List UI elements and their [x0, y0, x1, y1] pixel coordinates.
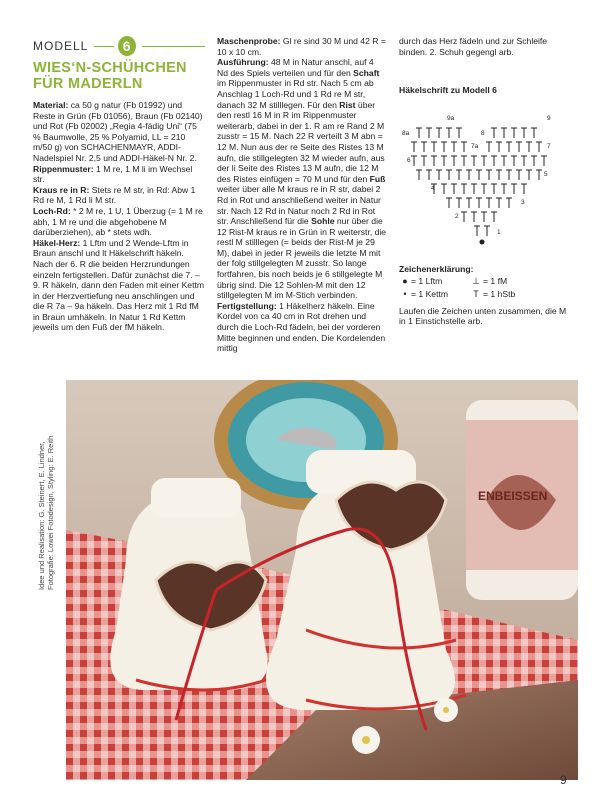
haekel-paragraph — [33, 238, 205, 333]
fertigstellung-paragraph — [217, 301, 387, 354]
ausf-text-3: über den restl 16 M in R im Rippenmuster weiterarb, dabei in der 1. R am re Rand 2 M zusstr = 15 M. Nach 22 R verteilt 3 M abn = 12 M. Nun aus der re Seite des Ristes 13 M aufn, die stillgelegten 32 M wieder aufn, aus der li Seite des Ristes 13 M aufn, die 12 M des Ristes einfügen = 70 M und für den — [217, 99, 385, 184]
material-text: ca 50 g natur (Fb 01992) und Reste in Grün (Fb 01056), Braun (Fb 02140) und Rot (Fb 02002) „Regia 4-fädig Uni“ (75 % Baumwolle, 25 % Polyamid, LL = 210 m/50 g) von SCHACHENMAYR, ADDI-Nadelspiel Nr. 2,5 und ADDI-Häkel-N Nr. 2. — [33, 100, 203, 163]
row-label-7: 7 — [547, 142, 551, 150]
ausfuehrung-paragraph — [217, 57, 387, 301]
rippen-text: 1 M re, 1 M li im Wechsel str. — [33, 163, 193, 185]
photo-credit — [37, 436, 55, 590]
page-number: 9 — [560, 773, 567, 787]
fuss-label: Fuß — [369, 173, 386, 184]
rippen-paragraph — [33, 164, 205, 185]
kraus-paragraph — [33, 185, 205, 206]
diagram-title: Häkelschrift zu Modell 6 — [399, 85, 497, 96]
half-double-icon: T — [473, 288, 479, 299]
legend-single: = 1 fM — [483, 276, 508, 287]
haekel-label: Häkel-Herz: — [33, 237, 81, 248]
legend — [399, 276, 571, 299]
fertigstellung-text: 1 Häkelherz häkeln. Eine Kordel von ca 40 cm in Rot drehen und durch die Loch-Rd fädeln, bei der vorderen Mitte beginnen und enden. Die Kordelenden mittig — [217, 300, 386, 354]
modell-label: MODELL — [33, 38, 89, 53]
crochet-heart-diagram — [399, 110, 559, 260]
legend-chain: = 1 Lftm — [411, 276, 443, 287]
row-label-1: 1 — [497, 228, 501, 236]
page-title — [33, 60, 205, 92]
ausf-text-5: nur über die 12 Rist-M kraus re in Grün in R weiterstr, die restl M stilllegen (= beids der Rist-M je 29 M), dabei in jeder R jeweils die letzte M mit der folg stillgelegten M zusstr. So lange fortfahren, bis noch beids je 6 stillgelegte M übrig sind. Die 12 Sohlen-M mit den 12 stillgelegten M im M-Stich verbinden. — [217, 216, 387, 301]
header-rule-right — [142, 46, 205, 47]
column-2 — [217, 36, 387, 354]
lochrd-paragraph — [33, 206, 205, 238]
title-line-2: FÜR MADERLN — [33, 76, 143, 92]
column-3 — [399, 36, 571, 327]
ausf-text-4: weiter über alle M kraus re in R str, dabei 2 Rd in Rot und anschließend weiter in Natur str. Nach 12 Rd in Natur noch 2 Rd in Rot str. Anschließend für die — [217, 184, 381, 227]
row-label-9a: 9a — [447, 114, 455, 122]
row-label-8: 8 — [481, 129, 485, 137]
sohle-label: Sohle — [311, 216, 335, 227]
column-1 — [33, 36, 205, 333]
chain-stitch-icon: ● — [402, 276, 408, 287]
fertigstellung-label: Fertigstellung: — [217, 300, 277, 311]
legend-note: Laufen die Zeichen unten zusammen, die M in 1 Einstichstelle arb. — [399, 305, 567, 327]
material-label: Material: — [33, 100, 69, 110]
row-label-6: 6 — [407, 156, 411, 164]
row-label-2: 2 — [455, 212, 459, 220]
kraus-text: Stets re M str, in Rd: Abw 1 Rd re M, 1 Rd li M str. — [33, 184, 196, 206]
haekel-text: 1 Lftm und 2 Wende-Lftm in Braun anschl und lt Häkelschrift häkeln. Nach der 6. R die beiden Herzrundungen einzeln fertigstellen. Dafür zunächst die 7. – 9. R häkeln, dann den Faden mit einer Kettm in der Herzvertiefung neu anschlingen und die R 7a – 9a häkeln. Das Herz mit 1 Rd fM in Braun umhäkeln. In Natur 1 Rd Kettm jeweils um den Fuß der fM häkeln. — [33, 237, 205, 333]
slip-stitch-icon: • — [403, 288, 407, 299]
credit-line-2: Fotografie: Lowei Fotodesign, Styling: E. Reith — [46, 435, 55, 590]
rist-label: Rist — [339, 99, 356, 110]
row-label-4: 4 — [431, 184, 435, 192]
single-crochet-icon: ⊥ — [472, 276, 480, 287]
schaft-label: Schaft — [353, 67, 380, 78]
legend-title: Zeichenerklärung: — [399, 263, 474, 274]
row-label-9: 9 — [547, 114, 551, 122]
maschen-label: Maschenprobe: — [217, 36, 281, 46]
material-paragraph — [33, 100, 205, 164]
watermark: PassionForum.ru — [497, 789, 551, 796]
legend-half-double: = 1 hStb — [483, 288, 516, 299]
row-label-3: 3 — [521, 198, 525, 206]
credit-line-1: Idee und Realisation: G. Steinert, E. Lindner, — [37, 441, 46, 590]
lochrd-label: Loch-Rd: — [33, 205, 71, 216]
mug-text: ENBEISSEN — [478, 489, 548, 503]
header-rule — [94, 46, 114, 47]
modell-number-badge: 6 — [118, 36, 136, 56]
legend-slip: = 1 Kettm — [411, 288, 449, 299]
title-line-1: WIES‘N-SCHÜHCHEN — [33, 60, 187, 76]
modell-header — [33, 36, 205, 56]
ausf-text-1: 48 M in Natur anschl, auf 4 Nd des Spiels verteilen und für den — [217, 57, 374, 78]
row-label-7a: 7a — [471, 142, 479, 150]
lochrd-text: * 2 M re, 1 U, 1 Überzug (= 1 M re abh, 1 M re und die abgehobene M darüberziehen), ab * stets wdh. — [33, 205, 203, 238]
kraus-label: Kraus re in R: — [33, 184, 90, 195]
rippen-label: Rippenmuster: — [33, 163, 94, 174]
product-photo — [66, 380, 578, 780]
maschen-paragraph — [217, 36, 387, 57]
maschen-text: Gl re sind 30 M und 42 R = 10 x 10 cm. — [217, 36, 386, 57]
row-label-5: 5 — [544, 170, 548, 178]
row-label-8a: 8a — [402, 129, 410, 137]
baby-shoes-illustration — [66, 380, 578, 780]
ausfuehrung-label: Ausführung: — [217, 57, 269, 68]
continued-text: durch das Herz fädeln und zur Schleife binden. 2. Schuh gegengl arb. — [399, 36, 548, 57]
ausf-text-2: im Rippenmuster in Rd str. Nach 5 cm ab Anschlag 1 Loch-Rd und 1 Rd re M str, danach 32 M stilllegen. Für den — [217, 78, 374, 110]
